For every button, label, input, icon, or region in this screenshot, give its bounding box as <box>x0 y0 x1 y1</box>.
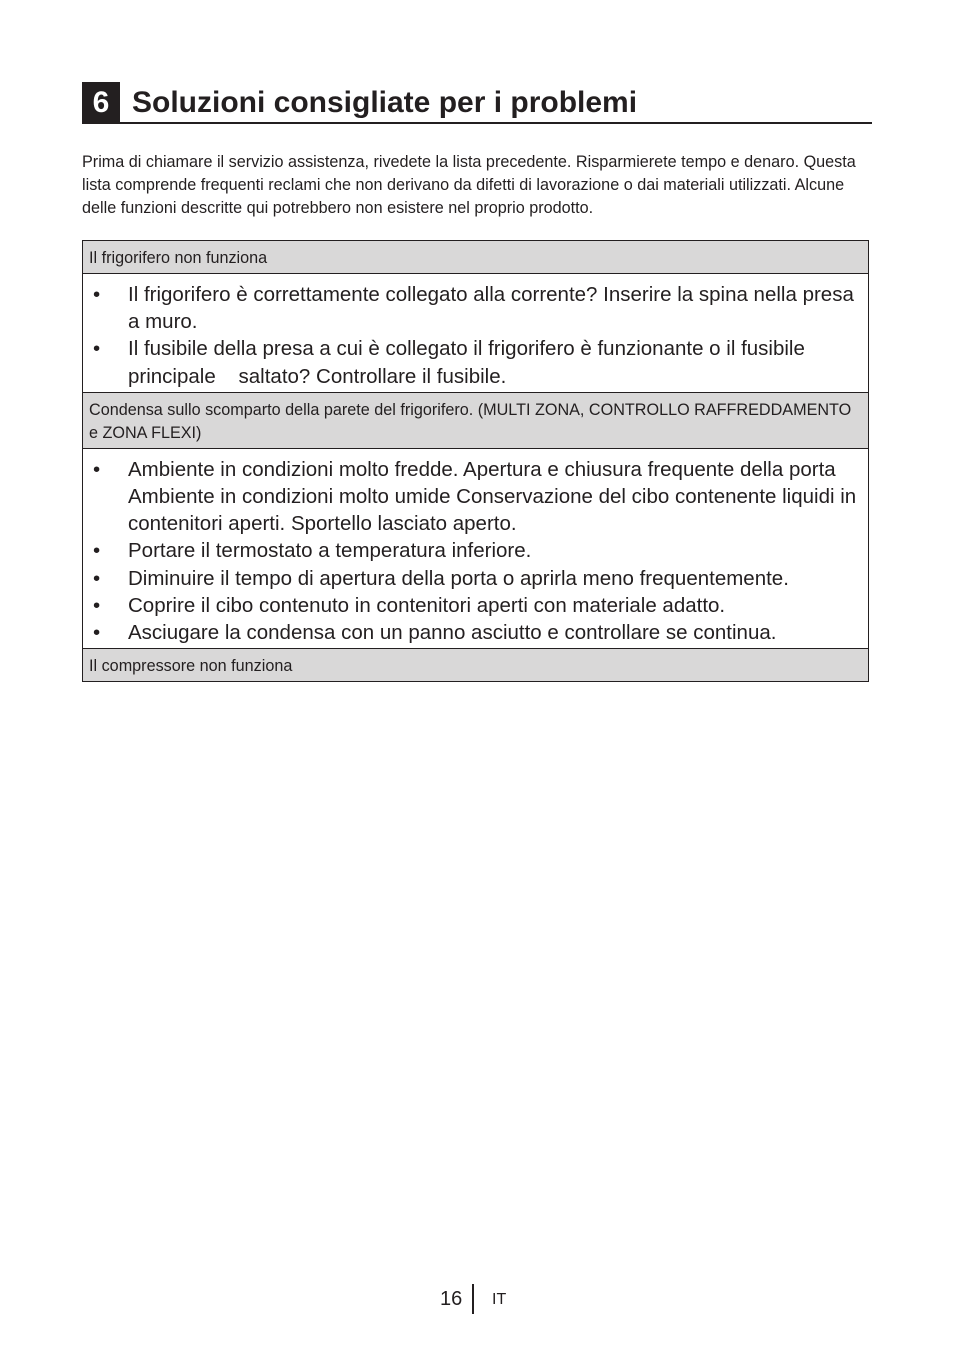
list-item <box>89 619 862 646</box>
bullet-icon: • <box>93 593 101 617</box>
problem-header: Il frigorifero non funziona <box>83 241 868 274</box>
page-number: 16 <box>440 1288 463 1310</box>
bullet-icon: • <box>93 621 101 645</box>
bullet-icon: • <box>93 337 101 361</box>
list-item <box>89 456 862 538</box>
bullet-icon: • <box>93 566 101 590</box>
solution-list <box>83 449 868 649</box>
language-code: IT <box>492 1291 507 1308</box>
bullet-icon: • <box>93 283 101 306</box>
solution-text: Il fusibile della presa a cui è collegato il frigorifero è funzionante o il fusibile principale saltato? Controllare il fusibile. <box>128 337 811 388</box>
solution-text: Coprire il cibo contenuto in contenitori aperti con materiale adatto. <box>128 593 726 617</box>
troubleshooting-table <box>82 240 869 682</box>
section-title: Soluzioni consigliate per i problemi <box>132 86 638 119</box>
problem-header: Il compressore non funziona <box>83 649 868 681</box>
problem-header: Condensa sullo scomparto della parete del frigorifero. (MULTI ZONA, CONTROLLO RAFFREDDAMENTO e ZONA FLEXI) <box>83 393 868 449</box>
solution-text: Portare il termostato a temperatura inferiore. <box>128 539 532 563</box>
solution-text: Il frigorifero è correttamente collegato alla corrente? Inserire la spina nella presa a muro. <box>128 283 854 334</box>
list-item <box>89 592 862 619</box>
footer-divider <box>472 1284 474 1314</box>
intro-paragraph: Prima di chiamare il servizio assistenza, rivedete la lista precedente. Risparmierete tempo e denaro. Questa lista comprende frequenti reclami che non derivano da difetti di lavorazione o dai materiali utilizzati. Alcune delle funzioni descritte qui potrebbero non esistere nel proprio prodotto. <box>82 153 856 217</box>
list-item <box>89 335 862 389</box>
section-heading <box>82 82 872 124</box>
solution-text: Diminuire il tempo di apertura della porta o aprirla meno frequentemente. <box>128 566 789 590</box>
bullet-icon: • <box>93 457 101 481</box>
section-number: 6 <box>82 82 120 122</box>
solution-text: Ambiente in condizioni molto fredde. Apertura e chiusura frequente della porta Ambiente in condizioni molto umide Conservazione del cibo contenente liquidi in contenitori aperti. Sportello lasciato aperto. <box>128 457 857 536</box>
solution-list <box>83 274 868 393</box>
bullet-icon: • <box>93 539 101 563</box>
solution-text: Asciugare la condensa con un panno asciutto e controllare se continua. <box>128 621 777 645</box>
list-item <box>89 281 862 335</box>
page-footer <box>0 1284 954 1316</box>
list-item <box>89 537 862 564</box>
list-item <box>89 565 862 592</box>
